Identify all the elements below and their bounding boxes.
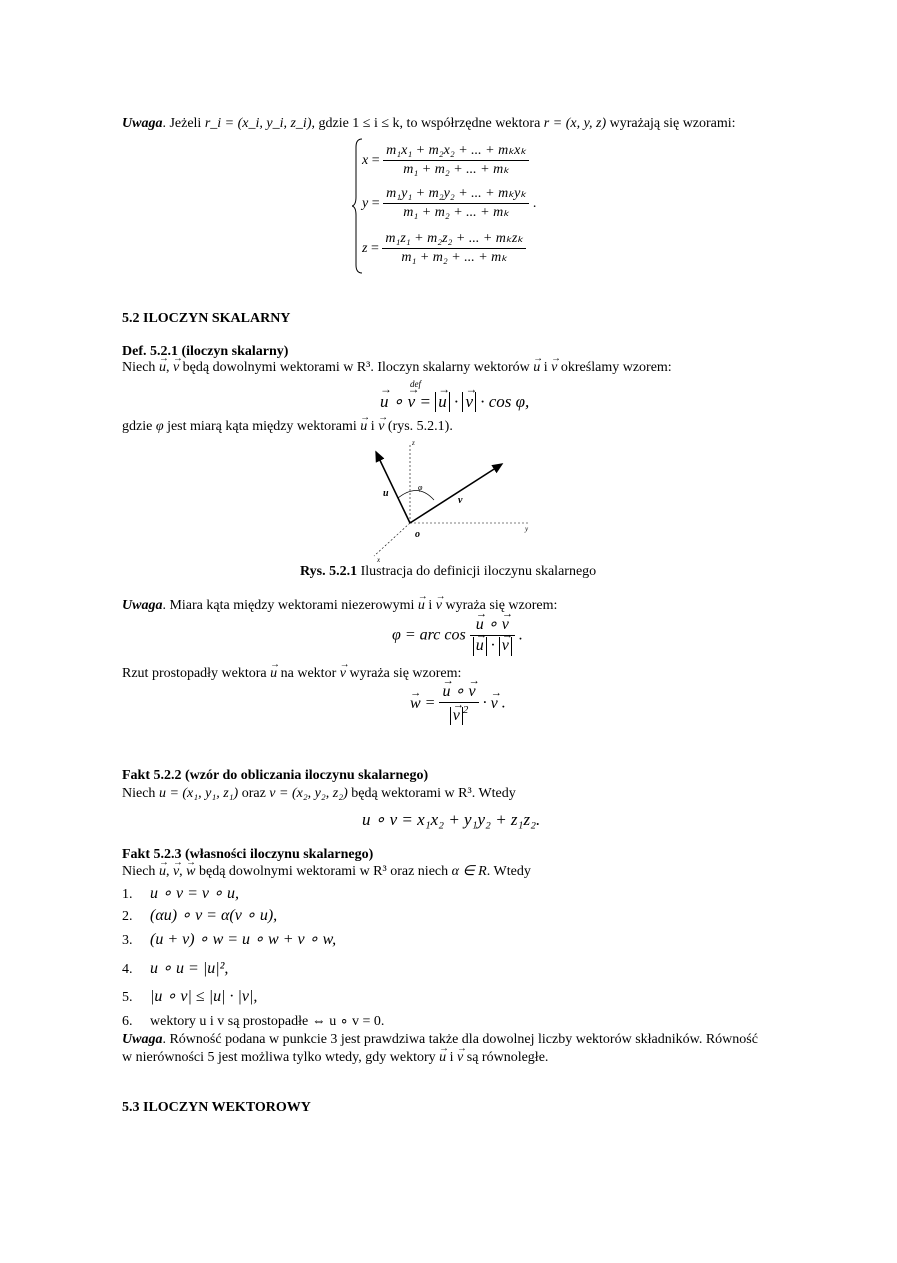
fakt-5-2-2-line: Niech u = (x₁, y₁, z₁) oraz v = (x₂, y₂, z₂) będą wektorami w R³. Wtedy	[122, 786, 516, 801]
def-formula: → u ∘ → v = → u · → v · cos φ,	[380, 392, 529, 412]
dot-product-formula: u ∘ v = x₁x₂ + y₁y₂ + z₁z₂.	[362, 810, 541, 829]
uwaga-angle: Uwaga. Miara kąta między wektorami niezerowymi → u i → v wyraża się wzorem:	[122, 598, 557, 614]
fig-label-o: o	[415, 529, 420, 540]
fig-axis-y: y	[525, 525, 529, 533]
fakt-5-2-3-line: Niech → u, → v, → w będą dowolnymi wektorami w R³ oraz niech α ∈ R. Wtedy	[122, 864, 531, 880]
fig-label-v: v	[458, 495, 463, 506]
list-item: 5. |u ∘ v| ≤ |u| · |v|,	[122, 988, 258, 1005]
section-title-5-3: 5.3 ILOCZYN WEKTOROWY	[122, 1100, 311, 1115]
list-item: 6. wektory u i v są prostopadłe ⇔ u ∘ v = 0.	[122, 1014, 385, 1029]
def-5-2-1-line1: Niech → u, → v będą dowolnymi wektorami w R³. Iloczyn skalarny wektorów → u i → v określamy wzorem:	[122, 360, 672, 376]
vector-u-arrow	[376, 452, 410, 523]
fig-axis-x: x	[377, 556, 381, 563]
list-item: 3. (u + v) ∘ w = u ∘ w + v ∘ w,	[122, 931, 337, 948]
angle-arc	[398, 490, 434, 500]
fakt-5-2-3-heading: Fakt 5.2.3 (własności iloczynu skalarnego)	[122, 847, 374, 862]
fig-label-phi: φ	[418, 483, 423, 492]
section-title-5-2: 5.2 ILOCZYN SKALARNY	[122, 311, 291, 326]
projection-formula: → w = → u ∘ → v → v $^2$ · → v .	[410, 683, 506, 725]
projection-line: Rzut prostopadły wektora → u na wektor → v wyraża się wzorem:	[122, 666, 461, 682]
ri-formula: r_i = (x_i, y_i, z_i)	[204, 116, 312, 131]
figure-5-2-1	[360, 438, 540, 563]
def-label: def	[410, 379, 421, 389]
list-item: 1. u ∘ v = v ∘ u,	[122, 885, 240, 902]
z-equation: z = $\frac{\text{m₁z₁ + m₂z₂ + ... + mₖzₖ}}{\text{m₁ + m₂ + ... + mₖ}}$	[362, 231, 526, 266]
uwaga-label: Uwaga	[122, 116, 163, 131]
fakt-5-2-2-heading: Fakt 5.2.2 (wzór do obliczania iloczynu skalarnego)	[122, 768, 429, 783]
angle-formula: φ = arc cos → u ∘ → v → u · → v .	[392, 616, 523, 656]
vector-v-arrow	[410, 464, 502, 523]
def-5-2-1-line2: gdzie φ jest miarą kąta między wektorami → u i → v (rys. 5.2.1).	[122, 419, 453, 435]
uwaga-centroid-line: Uwaga. Jeżeli r_i = (x_i, y_i, z_i), gdzie 1 ≤ i ≤ k, to współrzędne wektora r = (x, y, z) wyrażają się wzorami:	[122, 116, 736, 131]
list-item: 2. (αu) ∘ v = α(v ∘ u),	[122, 907, 278, 924]
figure-caption: Rys. 5.2.1 Ilustracja do definicji iloczynu skalarnego	[300, 564, 597, 579]
y-equation: y = $\frac{\text{m₁y₁ + m₂y₂ + ... + mₖyₖ}}{\text{m₁ + m₂ + ... + mₖ}}$ .	[362, 186, 537, 221]
x-axis	[374, 523, 410, 556]
def-5-2-1-heading: Def. 5.2.1 (iloczyn skalarny)	[122, 344, 289, 359]
x-equation: x = $\frac{\text{m₁x₁ + m₂x₂ + ... + mₖxₖ}}{\text{m₁ + m₂ + ... + mₖ}}$	[362, 143, 529, 178]
list-item: 4. u ∘ u = |u|²,	[122, 960, 229, 977]
uwaga-remark-line1: Uwaga. Równość podana w punkcie 3 jest prawdziwa także dla dowolnej liczby wektorów składników. Równość	[122, 1032, 758, 1047]
uwaga-remark-line2: w nierówności 5 jest możliwa tylko wtedy, gdy wektory → u i → v są równoległe.	[122, 1050, 548, 1066]
fig-axis-z: z	[412, 439, 415, 447]
fig-label-u: u	[383, 488, 389, 499]
r-formula: r = (x, y, z)	[543, 116, 607, 131]
